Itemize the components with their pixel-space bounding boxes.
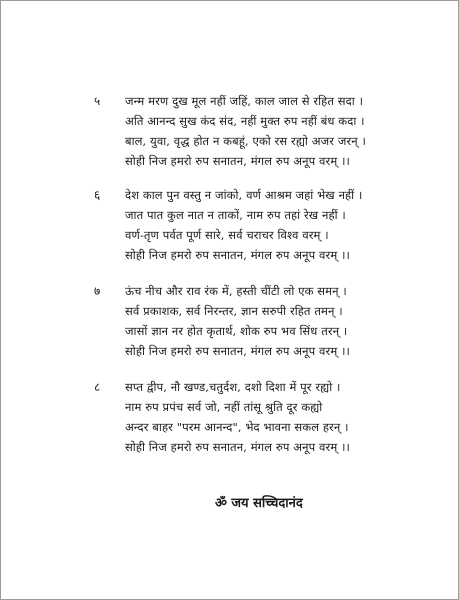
- verse-refrain: सोही निज हमरो रुप सनातन, मंगल रुप अनूप वरम् ।।: [125, 248, 350, 262]
- verse-line: सप्त द्वीप, नौ खण्ड,चतुर्दश, दशो दिशा में पूर रह्यो ।: [125, 380, 341, 394]
- verse-refrain: सोही निज हमरो रुप सनातन, मंगल रुप अनूप वरम् ।।: [125, 154, 350, 168]
- verse-number: ८: [94, 380, 101, 394]
- verse-line: जात पात कुल नात न ताकों, नाम रुप तहां रेख नहीं ।: [125, 208, 346, 222]
- verse-line: जासों ज्ञान नर होत कृतार्थ, शोक रुप भव सिंध तरन् ।: [125, 324, 348, 338]
- verse-line: नाम रुप प्रपंच सर्व जो, नहीं तांसू श्रुति दूर कह्यो: [125, 400, 323, 414]
- verse-line: बाल, युवा, वृद्ध होत न कबहूं, एको रस रह्यो अजर जरन् ।: [125, 134, 366, 148]
- verse-refrain: सोही निज हमरो रुप सनातन, मंगल रुप अनूप वरम् ।।: [125, 440, 350, 454]
- closing-blessing: ॐ जय सच्चिदानंद: [215, 496, 303, 511]
- verse-refrain: सोही निज हमरो रुप सनातन, मंगल रुप अनूप वरम् ।।: [125, 344, 350, 358]
- verse-line: अति आनन्द सुख कंद संद, नहीं मुक्त रुप नहीं बंध कदा ।: [125, 114, 365, 128]
- verse-number: ५: [94, 94, 101, 108]
- verse-line: देश काल पुन वस्तु न जांको, वर्ण आश्रम जहां भेख नहीं ।: [125, 188, 363, 202]
- verse-number: ७: [94, 284, 101, 298]
- verse-line: अन्दर बाहर "परम आनन्द", भेद भावना सकल हरन् ।: [125, 420, 349, 434]
- verse-line: ऊंच नीच और राव रंक में, हस्ती चींटी लो एक समन् ।: [125, 284, 347, 298]
- verse-number: ६: [94, 188, 101, 202]
- verse-line: सर्व प्रकाशक, सर्व निरन्तर, ज्ञान सरुपी रहित तमन् ।: [125, 304, 343, 318]
- verse-line: वर्ण-तृण पर्वत पूर्ण सारे, सर्व चराचर विश्व वरम् ।: [125, 228, 329, 242]
- verse-line: जन्म मरण दुख मूल नहीं जहिं, काल जाल से रहित सदा ।: [125, 94, 364, 108]
